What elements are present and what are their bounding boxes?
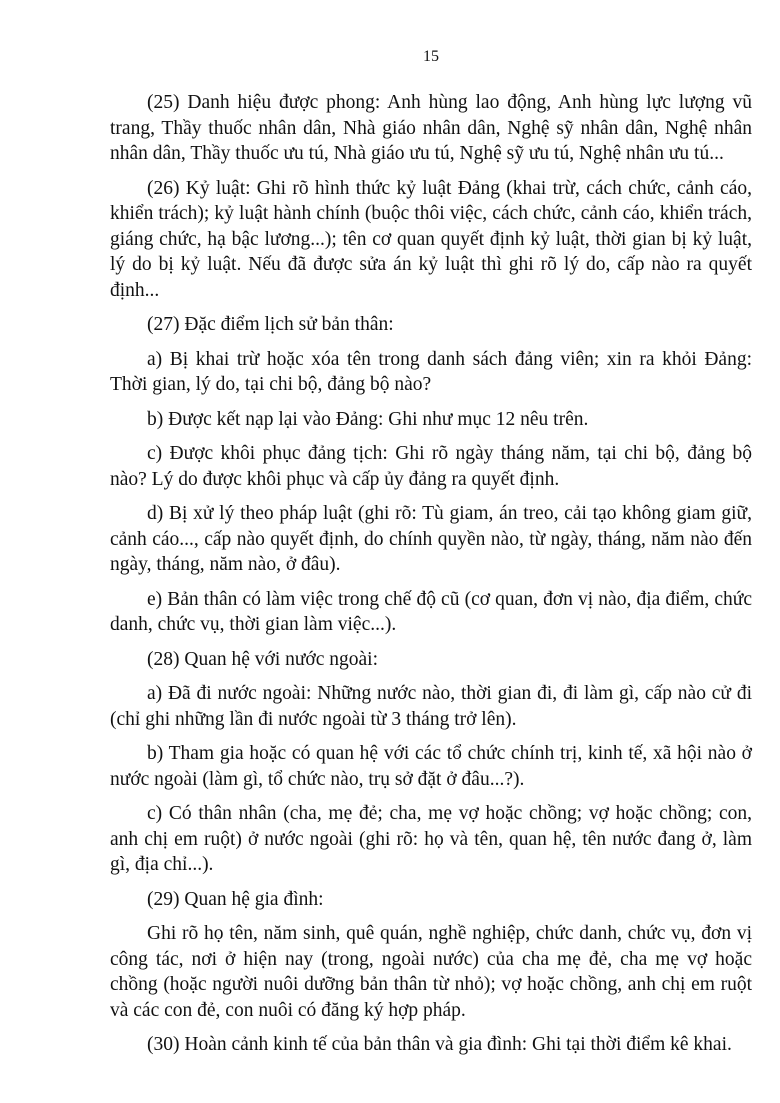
- paragraph-25-honorary-titles: (25) Danh hiệu được phong: Anh hùng lao động, Anh hùng lực lượng vũ trang, Thầy thuốc nhân dân, Nhà giáo nhân dân, Nghệ sỹ nhân dân, Nghệ nhân nhân dân, Thầy thuốc ưu tú, Nhà giáo ưu tú, Nghệ sỹ ưu tú, Nghệ nhân ưu tú...: [110, 92, 752, 164]
- paragraph-27d-legal-handling: d) Bị xử lý theo pháp luật (ghi rõ: Tù giam, án treo, cải tạo không giam giữ, cảnh cáo..., cấp nào quyết định, do chính quyền nào, từ ngày, tháng, năm nào đến ngày, tháng, năm nào, ở đâu).: [110, 503, 752, 575]
- paragraph-29-family-relations-heading: (29) Quan hệ gia đình:: [147, 888, 324, 910]
- paragraph-28b-foreign-organizations: b) Tham gia hoặc có quan hệ với các tổ chức chính trị, kinh tế, xã hội nào ở nước ngoài (làm gì, tổ chức nào, trụ sở đặt ở đâu...?).: [110, 743, 752, 790]
- paragraph-28a-travel-abroad: a) Đã đi nước ngoài: Những nước nào, thời gian đi, đi làm gì, cấp nào cử đi (chỉ ghi những lần đi nước ngoài từ 3 tháng trở lên).: [110, 683, 752, 730]
- paragraph-27b-readmitted: b) Được kết nạp lại vào Đảng: Ghi như mục 12 nêu trên.: [147, 408, 589, 430]
- paragraph-26-discipline: (26) Kỷ luật: Ghi rõ hình thức kỷ luật Đảng (khai trừ, cách chức, cảnh cáo, khiển trách); kỷ luật hành chính (buộc thôi việc, cách chức, cảnh cáo, khiển trách, giáng chức, hạ bậc lương...); tên cơ quan quyết định kỷ luật, thời gian bị kỷ luật, lý do bị kỷ luật. Nếu đã được sửa án kỷ luật thì ghi rõ lý do, cấp nào ra quyết định...: [110, 177, 752, 301]
- paragraph-27e-former-regime: e) Bản thân có làm việc trong chế độ cũ (cơ quan, đơn vị nào, địa điểm, chức danh, chức vụ, thời gian làm việc...).: [110, 588, 752, 635]
- paragraph-30-economic-situation: (30) Hoàn cảnh kinh tế của bản thân và gia đình: Ghi tại thời điểm kê khai.: [147, 1034, 732, 1055]
- paragraph-27-personal-history-heading: (27) Đặc điểm lịch sử bản thân:: [147, 314, 394, 335]
- paragraph-28-foreign-relations-heading: (28) Quan hệ với nước ngoài:: [147, 648, 379, 670]
- paragraph-27c-membership-restored: c) Được khôi phục đảng tịch: Ghi rõ ngày tháng năm, tại chi bộ, đảng bộ nào? Lý do được khôi phục và cấp ủy đảng ra quyết định.: [110, 443, 752, 490]
- paragraph-29-family-details: Ghi rõ họ tên, năm sinh, quê quán, nghề nghiệp, chức danh, chức vụ, đơn vị công tác, nơi ở hiện nay (trong, ngoài nước) của cha mẹ đẻ, cha mẹ vợ hoặc chồng (hoặc người nuôi dưỡng bản thân từ nhỏ); vợ hoặc chồng, anh chị em ruột và các con đẻ, con nuôi có đăng ký hợp pháp.: [110, 923, 752, 1021]
- paragraph-27a-expelled: a) Bị khai trừ hoặc xóa tên trong danh sách đảng viên; xin ra khỏi Đảng: Thời gian, lý do, tại chi bộ, đảng bộ nào?: [110, 348, 752, 395]
- paragraph-28c-relatives-abroad: c) Có thân nhân (cha, mẹ đẻ; cha, mẹ vợ hoặc chồng; vợ hoặc chồng; con, anh chị em ruột) ở nước ngoài (ghi rõ: họ và tên, quan hệ, tên nước đang ở, làm gì, địa chỉ...).: [110, 803, 752, 875]
- page-number: 15: [423, 48, 439, 65]
- document-body: [110, 90, 752, 1067]
